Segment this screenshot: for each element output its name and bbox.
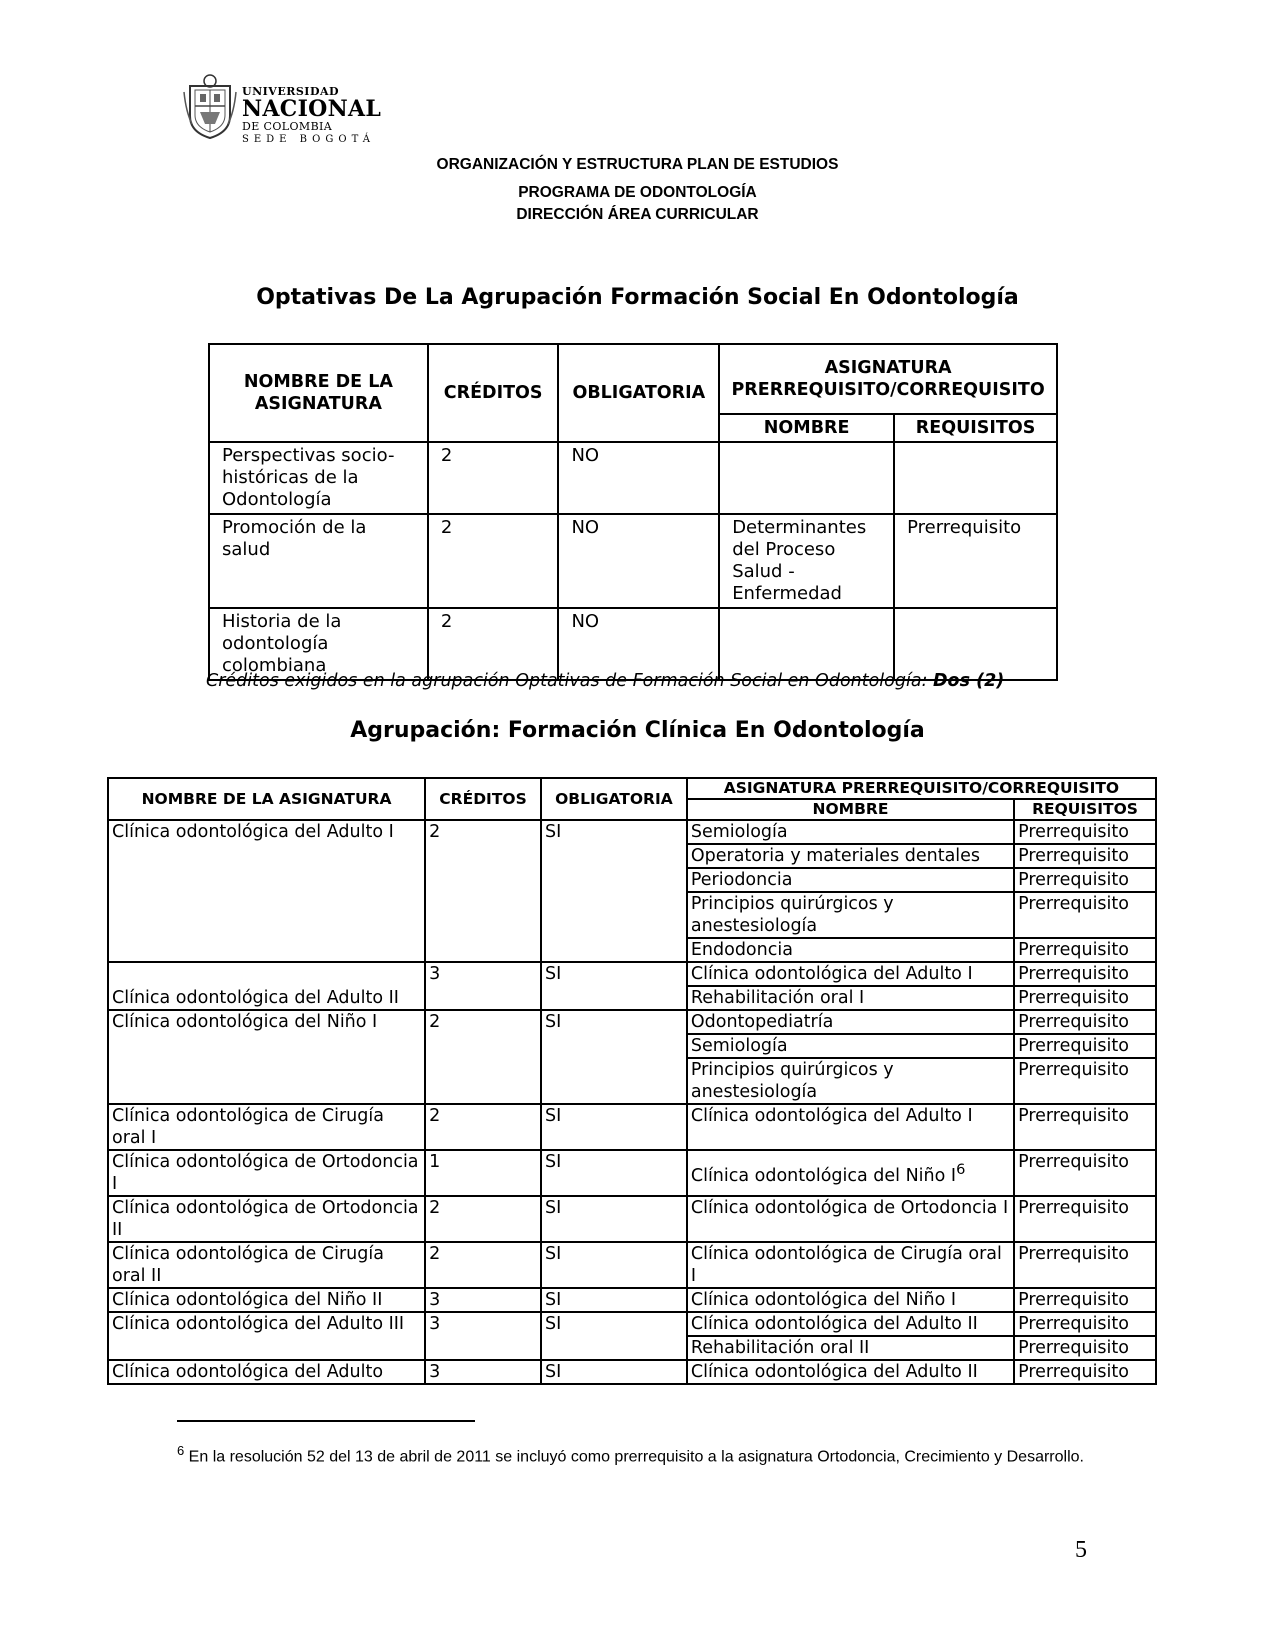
logo-line-2: NACIONAL (242, 96, 382, 122)
prereq-name: Clínica odontológica de Ortodoncia I (690, 1198, 1009, 1218)
formacion-clinica-table (107, 777, 1157, 1385)
cell-creditos: 2 (425, 1196, 541, 1242)
cell-nombre: Clínica odontológica del Adulto (108, 1360, 425, 1384)
cell-prereq-nombre (687, 1104, 1014, 1150)
cell-prereq-nombre (719, 608, 894, 680)
cell-requisito (894, 442, 1057, 514)
prereq-name: Clínica odontológica del Adulto I (690, 964, 973, 984)
cell-prereq-nombre (687, 986, 1014, 1010)
cell-obligatoria: NO (558, 608, 719, 680)
cell-requisito: Prerrequisito (1014, 1196, 1156, 1242)
section2-title: Agrupación: Formación Clínica En Odontología (350, 718, 925, 743)
cell-creditos: 3 (425, 1360, 541, 1384)
prereq-name: Operatoria y materiales dentales (690, 846, 981, 866)
cell-creditos: 2 (428, 608, 559, 680)
cell-prereq-nombre (687, 1288, 1014, 1312)
section1-title: Optativas De La Agrupación Formación Social En Odontología (256, 285, 1019, 310)
cell-requisito: Prerrequisito (1014, 1058, 1156, 1104)
cell-creditos: 3 (425, 1288, 541, 1312)
cell-requisito: Prerrequisito (894, 514, 1057, 608)
cell-prereq-nombre (687, 844, 1014, 868)
cell-obligatoria: SI (541, 1288, 687, 1312)
footnote-separator (177, 1420, 475, 1422)
cell-nombre: Clínica odontológica del Niño I (108, 1010, 425, 1104)
table-row (108, 1010, 1156, 1034)
cell-requisito: Prerrequisito (1014, 844, 1156, 868)
footnote-ref: 6 (956, 1161, 966, 1179)
credits-note-value: Dos (2) (933, 671, 1005, 691)
prereq-name: Periodoncia (690, 870, 793, 890)
header-line-3: DIRECCIÓN ÁREA CURRICULAR (516, 206, 759, 223)
table-row (108, 820, 1156, 844)
cell-nombre: Historia de la odontología colombiana (209, 608, 428, 680)
university-logo (182, 72, 382, 150)
cell-requisito: Prerrequisito (1014, 938, 1156, 962)
cell-nombre: Perspectivas socio-históricas de la Odontología (209, 442, 428, 514)
cell-creditos: 2 (425, 1010, 541, 1104)
cell-prereq-nombre (687, 1360, 1014, 1384)
cell-creditos: 2 (425, 1104, 541, 1150)
cell-requisito: Prerrequisito (1014, 868, 1156, 892)
cell-creditos: 2 (425, 1242, 541, 1288)
cell-nombre: Clínica odontológica del Adulto I (108, 820, 425, 962)
footnote (177, 1436, 1089, 1472)
cell-obligatoria: SI (541, 962, 687, 1010)
cell-nombre: Clínica odontológica del Adulto II (108, 962, 425, 1010)
cell-prereq-nombre (687, 962, 1014, 986)
col-header-asignatura: ASIGNATURA PRERREQUISITO/CORREQUISITO (719, 344, 1057, 414)
prereq-name: Semiología (690, 822, 788, 842)
footnote-number: 6 (177, 1443, 185, 1458)
prereq-name: Clínica odontológica de Cirugía oral I (690, 1244, 1002, 1286)
optativas-table (208, 343, 1058, 681)
col-header-asignatura: ASIGNATURA PRERREQUISITO/CORREQUISITO (687, 778, 1156, 799)
logo-line-1: UNIVERSIDAD (242, 85, 340, 98)
cell-requisito: Prerrequisito (1014, 986, 1156, 1010)
prereq-name: Rehabilitación oral I (690, 988, 865, 1008)
cell-prereq-nombre (687, 820, 1014, 844)
cell-prereq-nombre (687, 1150, 1014, 1196)
cell-requisito: Prerrequisito (1014, 1104, 1156, 1150)
cell-obligatoria: SI (541, 1196, 687, 1242)
cell-obligatoria: SI (541, 1360, 687, 1384)
cell-prereq-nombre (687, 1242, 1014, 1288)
cell-requisito: Prerrequisito (1014, 1242, 1156, 1288)
prereq-name: Odontopediatría (690, 1012, 834, 1032)
cell-requisito: Prerrequisito (1014, 1288, 1156, 1312)
prereq-name: Rehabilitación oral II (690, 1338, 870, 1358)
credits-note (206, 671, 1004, 691)
col-header-creditos: CRÉDITOS (425, 778, 541, 820)
cell-prereq-nombre (687, 1034, 1014, 1058)
university-seal-icon (182, 72, 238, 140)
col-header-nombre: NOMBRE DE LA ASIGNATURA (108, 778, 425, 820)
cell-requisito: Prerrequisito (1014, 1034, 1156, 1058)
cell-requisito: Prerrequisito (1014, 1336, 1156, 1360)
cell-creditos: 3 (425, 962, 541, 1010)
table-row (108, 1104, 1156, 1150)
cell-creditos: 2 (428, 514, 559, 608)
cell-prereq-nombre (687, 1058, 1014, 1104)
cell-prereq-nombre: Determinantes del Proceso Salud - Enfermedad (719, 514, 894, 608)
prereq-name: Principios quirúrgicos y anestesiología (690, 1060, 894, 1102)
cell-nombre: Clínica odontológica del Adulto III (108, 1312, 425, 1360)
prereq-name: Clínica odontológica del Adulto II (690, 1362, 978, 1382)
prereq-name: Endodoncia (690, 940, 793, 960)
table-row (108, 962, 1156, 986)
col-header-nombre: NOMBRE DE LA ASIGNATURA (209, 344, 428, 442)
cell-obligatoria: SI (541, 820, 687, 962)
prereq-name: Clínica odontológica del Niño I (690, 1290, 957, 1310)
cell-nombre: Clínica odontológica de Cirugía oral II (108, 1242, 425, 1288)
logo-wordmark (242, 86, 381, 145)
cell-prereq-nombre (687, 1336, 1014, 1360)
cell-nombre: Promoción de la salud (209, 514, 428, 608)
header-line-1: ORGANIZACIÓN Y ESTRUCTURA PLAN DE ESTUDIOS (436, 156, 839, 173)
table-row (209, 514, 1057, 608)
cell-requisito: Prerrequisito (1014, 1150, 1156, 1196)
logo-line-3: DE COLOMBIA (242, 120, 333, 133)
prereq-name: Clínica odontológica del Adulto II (690, 1314, 978, 1334)
table-row (108, 1312, 1156, 1336)
footnote-text: En la resolución 52 del 13 de abril de 2011 se incluyó como prerrequisito a la asignatura Ortodoncia, Crecimiento y Desarrollo. (184, 1448, 1084, 1466)
cell-requisito: Prerrequisito (1014, 1312, 1156, 1336)
cell-obligatoria: SI (541, 1104, 687, 1150)
cell-prereq-nombre (719, 442, 894, 514)
cell-nombre: Clínica odontológica del Niño II (108, 1288, 425, 1312)
header-line-2: PROGRAMA DE ODONTOLOGÍA (518, 184, 757, 201)
credits-note-text: Créditos exigidos en la agrupación Optativas de Formación Social en Odontología: (206, 671, 934, 691)
cell-creditos: 3 (425, 1312, 541, 1360)
table-row (108, 1360, 1156, 1384)
cell-obligatoria: SI (541, 1242, 687, 1288)
cell-obligatoria: NO (558, 514, 719, 608)
prereq-name: Principios quirúrgicos y anestesiología (690, 894, 894, 936)
cell-nombre: Clínica odontológica de Ortodoncia I (108, 1150, 425, 1196)
cell-requisito (894, 608, 1057, 680)
cell-creditos: 2 (428, 442, 559, 514)
table-row (108, 1150, 1156, 1196)
prereq-name: Clínica odontológica del Niño I (690, 1165, 957, 1186)
col-subheader-requisitos: REQUISITOS (1014, 799, 1156, 820)
page-number: 5 (1075, 1537, 1087, 1563)
col-header-obligatoria: OBLIGATORIA (541, 778, 687, 820)
cell-requisito: Prerrequisito (1014, 820, 1156, 844)
cell-requisito: Prerrequisito (1014, 1010, 1156, 1034)
cell-prereq-nombre (687, 868, 1014, 892)
cell-obligatoria: SI (541, 1312, 687, 1360)
cell-prereq-nombre (687, 1010, 1014, 1034)
cell-obligatoria: NO (558, 442, 719, 514)
col-subheader-nombre: NOMBRE (687, 799, 1014, 820)
col-subheader-requisitos: REQUISITOS (894, 414, 1057, 442)
cell-creditos: 2 (425, 820, 541, 962)
table-row (108, 1242, 1156, 1288)
cell-requisito: Prerrequisito (1014, 892, 1156, 938)
col-subheader-nombre: NOMBRE (719, 414, 894, 442)
table-row (108, 1196, 1156, 1242)
col-header-creditos: CRÉDITOS (428, 344, 559, 442)
prereq-name: Semiología (690, 1036, 788, 1056)
cell-obligatoria: SI (541, 1010, 687, 1104)
cell-requisito: Prerrequisito (1014, 962, 1156, 986)
cell-prereq-nombre (687, 1196, 1014, 1242)
cell-nombre: Clínica odontológica de Ortodoncia II (108, 1196, 425, 1242)
cell-requisito: Prerrequisito (1014, 1360, 1156, 1384)
col-header-obligatoria: OBLIGATORIA (558, 344, 719, 442)
cell-prereq-nombre (687, 1312, 1014, 1336)
cell-prereq-nombre (687, 892, 1014, 938)
cell-nombre: Clínica odontológica de Cirugía oral I (108, 1104, 425, 1150)
logo-line-4: SEDE BOGOTÁ (242, 134, 375, 145)
cell-prereq-nombre (687, 938, 1014, 962)
table-row (209, 608, 1057, 680)
table-row (108, 1288, 1156, 1312)
cell-creditos: 1 (425, 1150, 541, 1196)
prereq-name: Clínica odontológica del Adulto I (690, 1106, 973, 1126)
table-row (209, 442, 1057, 514)
cell-obligatoria: SI (541, 1150, 687, 1196)
